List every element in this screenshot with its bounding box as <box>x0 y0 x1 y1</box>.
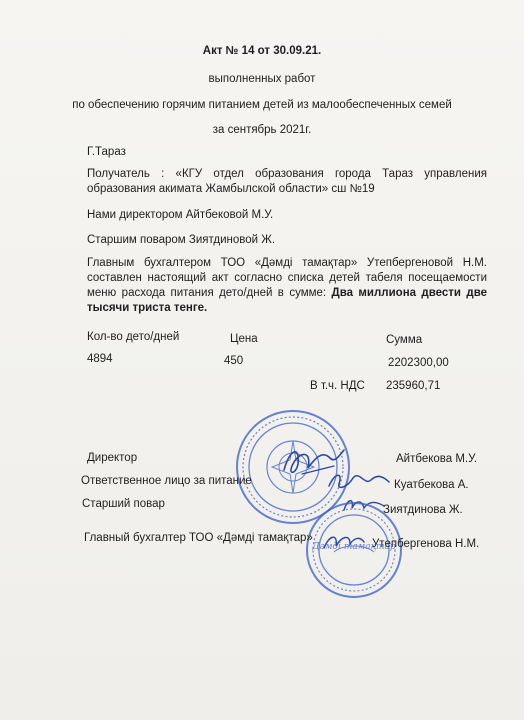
header-count: Кол-во дето/дней <box>87 331 180 343</box>
signature-role-director: Директор <box>87 452 138 464</box>
accountant-text: Главным бухгалтером ТОО «Дәмді тамақтар» Утепбергеновой Н.М. составлен настоящий акт согласно списка детей табеля посещаемости меню расхода питания дето/дней в сумме: <box>87 257 487 299</box>
signature-role-responsible: Ответственное лицо за питание <box>81 475 252 487</box>
vat-label: В т.ч. НДС <box>310 380 365 392</box>
recipient-paragraph: Получатель : «КГУ отдел образования города Тараз управления образования акимата Жамбылской области» сш №19 <box>87 168 487 195</box>
act-purpose: по обеспечению горячим питанием детей из малообеспеченных семей <box>72 99 452 111</box>
company-seal-text: Дәмді тамақтар <box>312 542 396 552</box>
signature-name-director: Айтбекова М.У. <box>396 453 478 465</box>
signature-name-responsible: Куатбекова А. <box>394 479 469 491</box>
header-price: Цена <box>230 333 258 345</box>
signature-role-accountant: Главный бухгалтер ТОО «Дәмді тамақтар» <box>84 532 313 544</box>
value-sum: 2202300,00 <box>388 357 449 369</box>
signature-name-cook: Зиятдинова Ж. <box>383 504 463 516</box>
act-subtitle: выполненных работ <box>208 73 316 85</box>
signature-name-accountant: Утепбергенова Н.М. <box>372 538 480 550</box>
signature-role-cook: Старший повар <box>82 498 165 510</box>
accountant-paragraph <box>87 256 487 316</box>
act-period: за сентябрь 2021г. <box>212 124 312 136</box>
city: Г.Тараз <box>87 146 126 158</box>
value-count: 4894 <box>87 353 113 365</box>
header-sum: Сумма <box>386 334 423 346</box>
cook-line: Старшим поваром Зиятдиновой Ж. <box>87 234 276 246</box>
responsible-signature <box>325 468 393 494</box>
director-line: Нами директором Айтбековой М.У. <box>87 209 274 221</box>
accountant-signature <box>320 528 368 554</box>
vat-value: 235960,71 <box>386 380 441 392</box>
amount-in-words: Два миллиона двести две тысячи триста тенге. <box>87 287 488 314</box>
act-title: Акт № 14 от 30.09.21. <box>202 45 322 57</box>
value-price: 450 <box>224 355 244 367</box>
